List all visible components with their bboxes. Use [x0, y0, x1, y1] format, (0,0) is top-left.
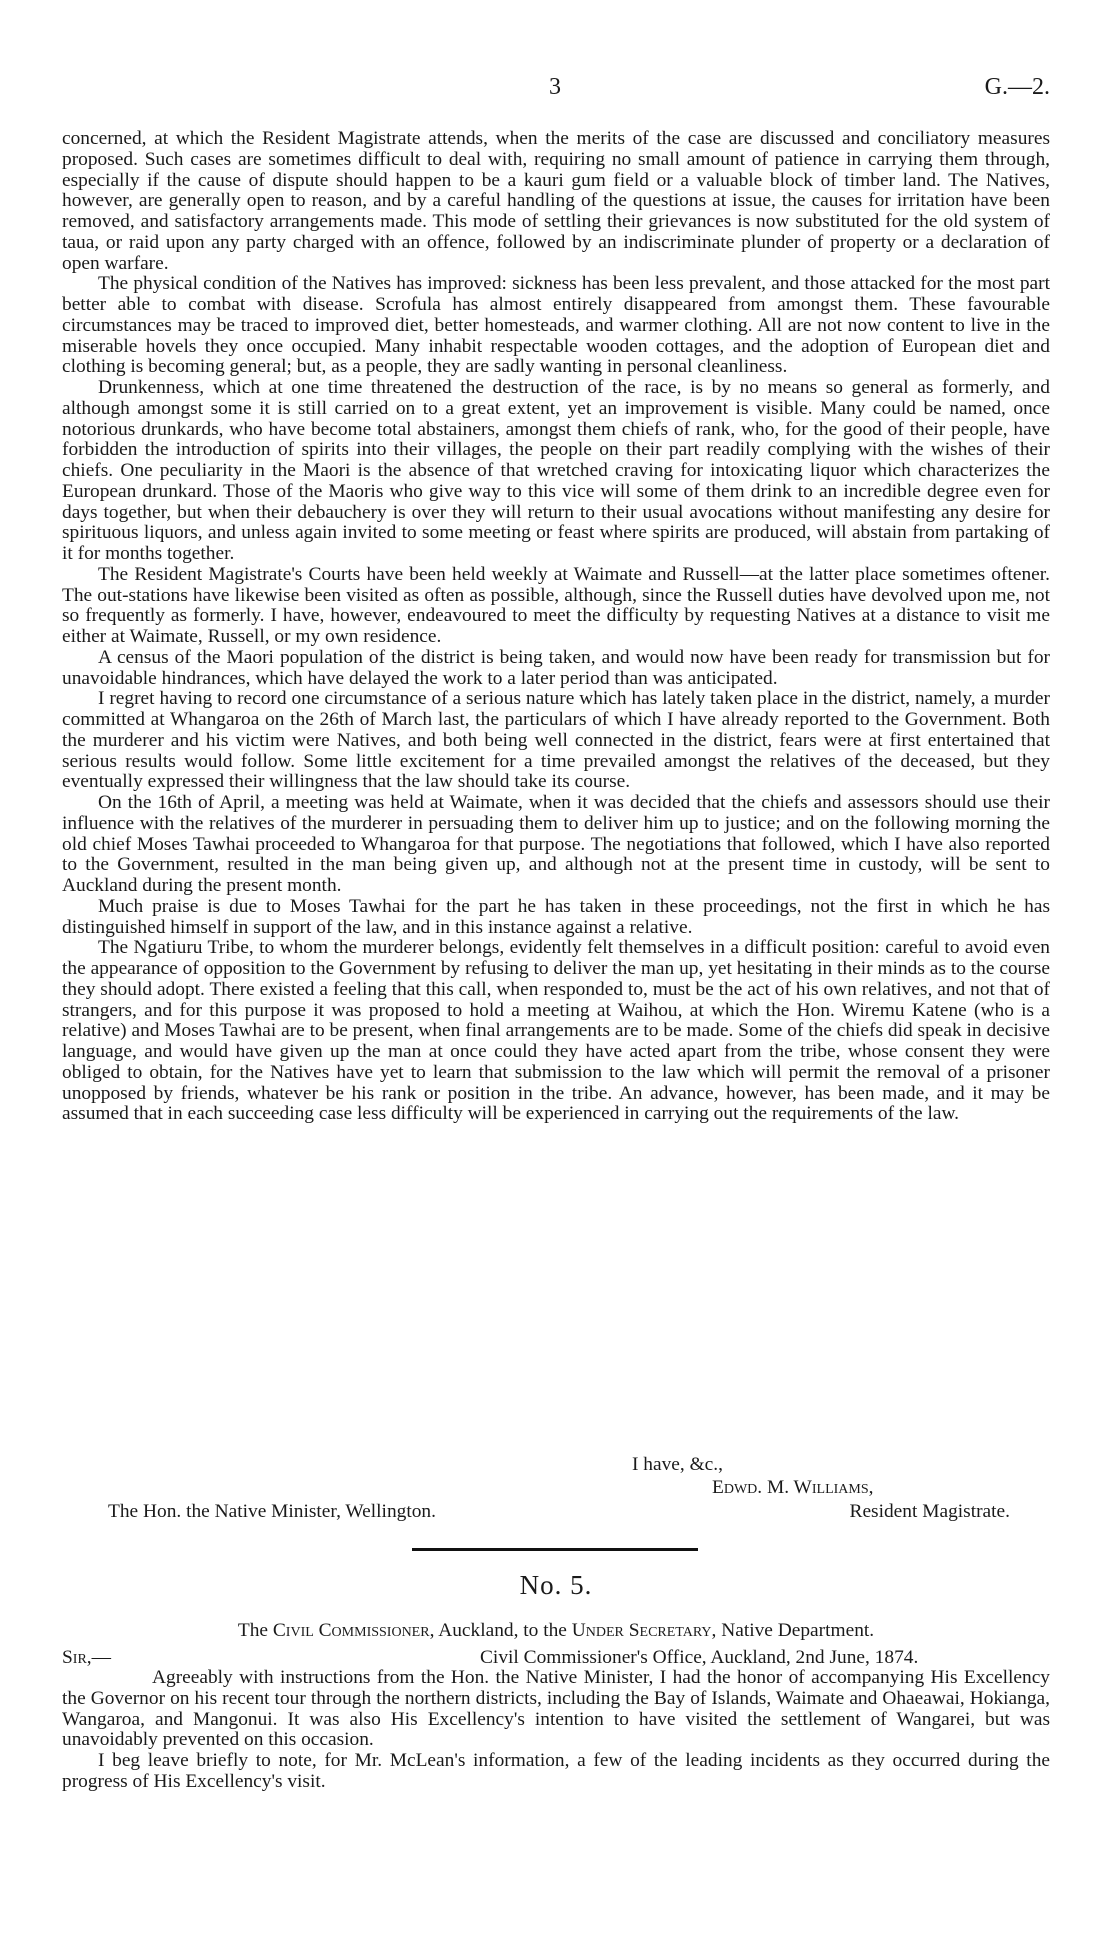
paragraph: Much praise is due to Moses Tawhai for the part he has taken in these proceedings, not the first in which he has distinguished himself in support of the law, and in this instance against a relative. [62, 895, 1050, 938]
paragraph: The physical condition of the Natives has improved: sickness has been less prevalent, and those attacked for the most part better able to combat with disease. Scrofula has almost entirely disappeared from amongst them. These favourable circumstances may be traced to improved diet, better homesteads, and warmer clothing. All are not now content to live in the miserable hovels they once occupied. Many inhabit respectable wooden cottages, and the adoption of European diet and clothing is becoming general; but, as a people, they are sadly wanting in personal cleanliness. [62, 273, 1050, 378]
letter-body [62, 129, 1050, 1125]
dateline: Civil Commissioner's Office, Auckland, 2nd June, 1874. [480, 1647, 919, 1668]
closing: I have, &c., [632, 1454, 723, 1475]
salutation: Sir,— [62, 1647, 112, 1668]
section-divider [412, 1548, 698, 1551]
caption-pre: The [237, 1620, 273, 1641]
paragraph: A census of the Maori population of the district is being taken, and would now have been ready for transmission but for unavoidable hindrances, which have delayed the work to a later period than was anticipated. [62, 646, 1050, 689]
paragraph: On the 16th of April, a meeting was held at Waimate, when it was decided that the chiefs and assessors should use their influence with the relatives of the murderer in persuading them to deliver him up to justice; and on the following morning the old chief Moses Tawhai proceeded to Whangaroa for that purpose. The negotiations that followed, which I have also reported to the Government, resulted in the man being given up, and although not at the present time in custody, will be sent to Auckland during the present month. [62, 792, 1050, 896]
paragraph: The Ngatiuru Tribe, to whom the murderer belongs, evidently felt themselves in a difficult position: careful to avoid even the appearance of opposition to the Government by refusing to deliver the man up, yet hesitating in their minds as to the course they should adopt. There existed a feeling that this call, when responded to, must be the act of his own relatives, and not that of strangers, and for this purpose it was proposed to hold a meeting at Waihou, at which the Hon. Wiremu Katene (who is a relative) and Moses Tawhai are to be present, when final arrangements are to be made. Some of the chiefs did speak in decisive language, and would have given up the man at once could they have acted apart from the tribe, whose consent they were obliged to obtain, for the Natives have yet to learn that submission to the law which will permit the removal of a prisoner unopposed by friends, whatever be his rank or position in the tribe. An advance, however, has been made, and it may be assumed that in each succeeding case less difficulty will be experienced in carrying out the requirements of the law. [62, 937, 1050, 1125]
caption-to: Under Secretary [571, 1620, 712, 1641]
paragraph: The Resident Magistrate's Courts have been held weekly at Waimate and Russell—at the latter place sometimes oftener. The out-stations have likewise been visited as often as possible, although, since the Russell duties have devolved upon me, not so frequently as formerly. I have, however, endeavoured to meet the difficulty by requesting Natives at a distance to visit me either at Waimate, Russell, or my own residence. [62, 563, 1050, 647]
caption-mid: , Auckland, to the [429, 1620, 572, 1641]
paragraph: I beg leave briefly to note, for Mr. McLean's information, a few of the leading incidents as they occurred during the progress of His Excellency's visit. [62, 1750, 1050, 1792]
addressee: The Hon. the Native Minister, Wellington. [108, 1501, 436, 1522]
letter-caption [62, 1620, 1050, 1642]
caption-from: Civil Commissioner [272, 1620, 430, 1641]
paragraph: Drunkenness, which at one time threatened the destruction of the race, is by no means so general as formerly, and although amongst some it is still carried on to a great extent, yet an improvement is visible. Many could be named, once notorious drunkards, who have become total abstainers, amongst them chiefs of rank, who, for the good of their people, have forbidden the introduction of spirits into their villages, the people on their part readily complying with the wishes of their chiefs. One peculiarity in the Maori is the absence of that wretched craving for intoxicating liquor which characterizes the European drunkard. Those of the Maoris who give way to this vice will some of them drink to an incredible degree even for days together, but when their debauchery is over they will return to their usual avocations without manifesting any desire for spirituous liquors, and unless again invited to some meeting or feast where spirits are produced, will abstain from partaking of it for months together. [62, 377, 1050, 564]
signatory: Edwd. M. Williams, [712, 1477, 874, 1498]
signatory-title: Resident Magistrate. [849, 1501, 1010, 1522]
page-header [62, 74, 1050, 110]
paragraph: concerned, at which the Resident Magistrate attends, when the merits of the case are discussed and conciliatory measures proposed. Such cases are sometimes difficult to deal with, requiring no small amount of patience in carrying them through, especially if the cause of dispute should happen to be a kauri gum field or a valuable block of timber land. The Natives, however, are generally open to reason, and by a careful handling of the questions at issue, the causes for irritation have been removed, and satisfactory arrangements made. This mode of settling their grievances is now substituted for the old system of taua, or raid upon any party charged with an offence, followed by an indiscriminate plunder of property or a declaration of open warfare. [62, 128, 1050, 274]
document-reference: G.—2. [984, 74, 1050, 100]
caption-post: , Native Department. [711, 1620, 875, 1641]
page-number: 3 [549, 74, 561, 100]
paragraph: I regret having to record one circumstance of a serious nature which has lately taken place in the district, namely, a murder committed at Whangaroa on the 26th of March last, the particulars of which I have already reported to the Government. Both the murderer and his victim were Natives, and both being well connected in the district, fears were at first entertained that serious results would follow. Some little excitement for a time prevailed amongst the relatives of the deceased, but they eventually expressed their willingness that the law should take its course. [62, 688, 1050, 793]
letter-number: No. 5. [519, 1570, 593, 1600]
paragraph: Agreeably with instructions from the Hon. the Native Minister, I had the honor of accompanying His Excellency the Governor on his recent tour through the northern districts, including the Bay of Islands, Waimate and Ohaeawai, Hokianga, Wangaroa, and Mangonui. It was also His Excellency's intention to have visited the settlement of Wangarei, but was unavoidably prevented on this occasion. [62, 1667, 1050, 1751]
letter-body-2 [62, 1668, 1050, 1793]
